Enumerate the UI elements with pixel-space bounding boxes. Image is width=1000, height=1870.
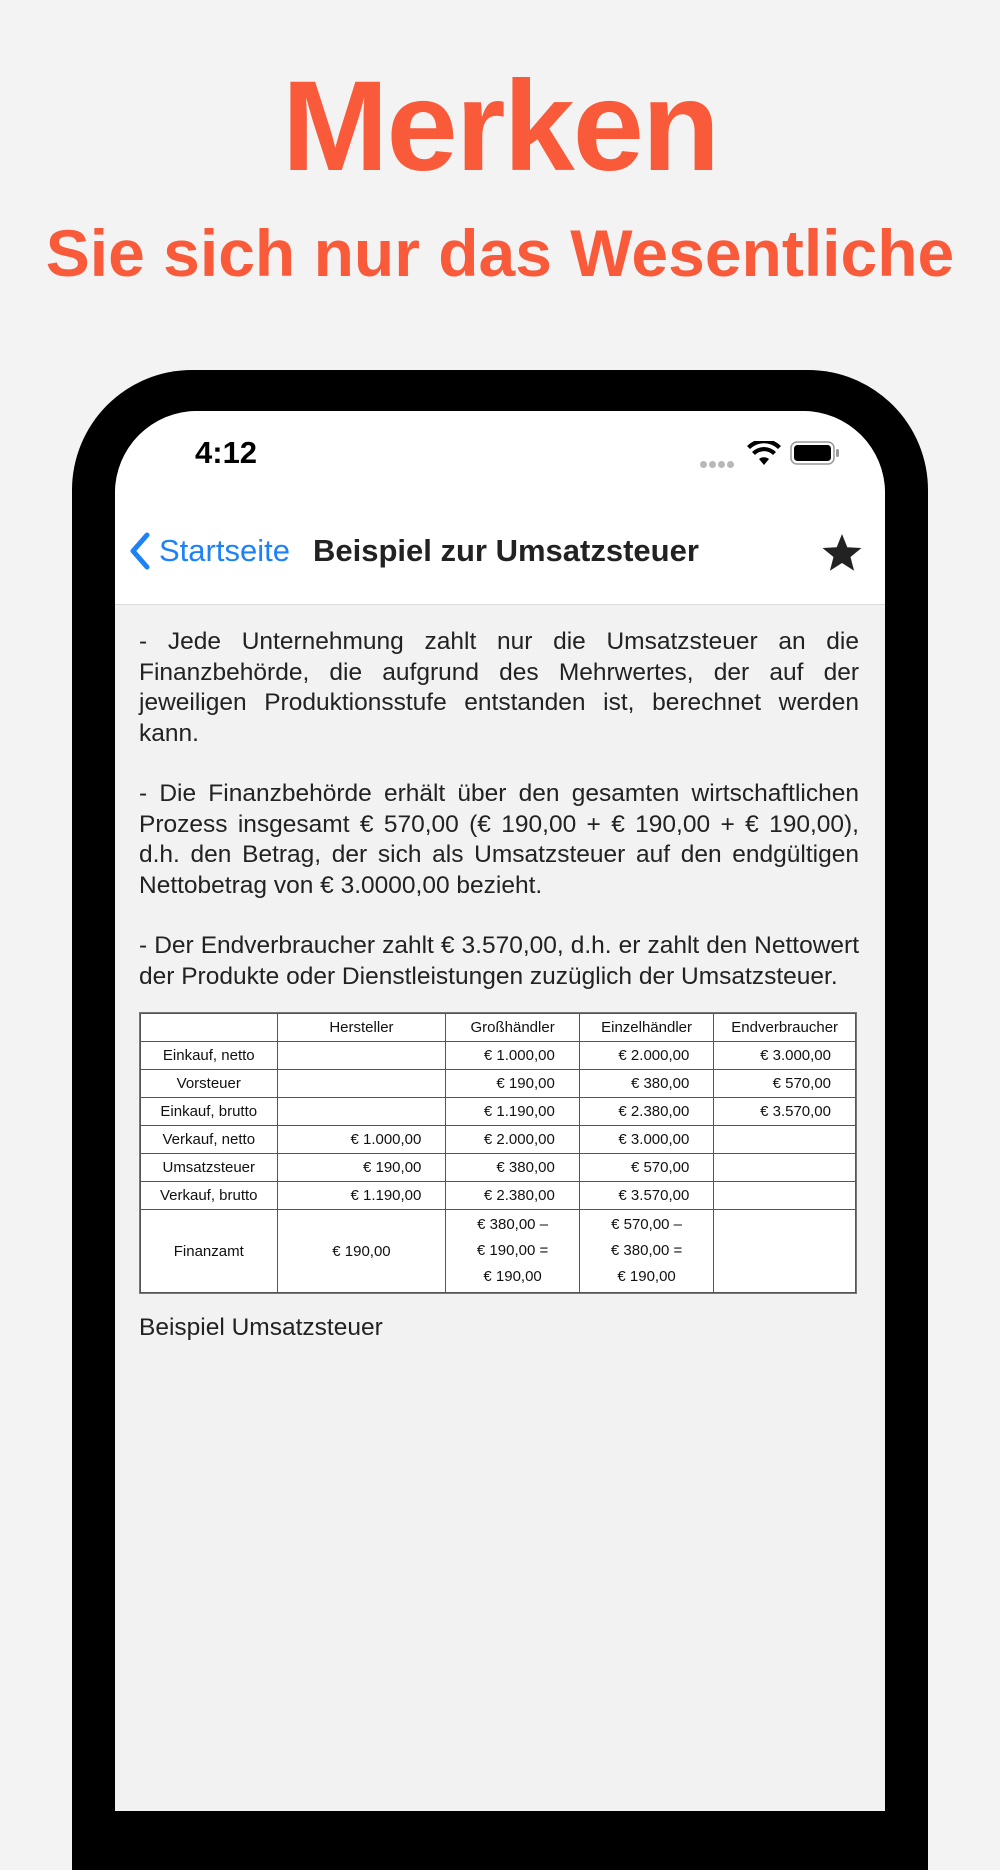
table-cell: € 2.380,00 bbox=[446, 1182, 579, 1210]
wifi-icon bbox=[747, 441, 781, 467]
table-cell: € 3.000,00 bbox=[714, 1042, 856, 1070]
table-row bbox=[141, 1042, 856, 1070]
article-content bbox=[139, 605, 859, 1342]
table-row-label: Finanzamt bbox=[141, 1210, 278, 1293]
table-cell: € 570,00 bbox=[714, 1070, 856, 1098]
table-header bbox=[141, 1014, 278, 1042]
hero-subtitle: Sie sich nur das Wesentliche bbox=[45, 216, 955, 290]
table-cell-line: € 190,00 bbox=[617, 1268, 676, 1285]
table-cell-line: € 190,00 bbox=[483, 1268, 542, 1285]
status-bar bbox=[115, 411, 885, 501]
table-cell: € 380,00 bbox=[579, 1070, 714, 1098]
table-cell bbox=[714, 1182, 856, 1210]
table-row bbox=[141, 1154, 856, 1182]
table-cell bbox=[714, 1210, 856, 1293]
paragraph-1: - Jede Unternehmung zahlt nur die Umsatzsteuer an die Finanzbehörde, die aufgrund des Mehrwertes, der auf der jeweiligen Produktionsstufe entstanden ist, berechnet werden kann. bbox=[139, 628, 859, 747]
table-row-label: Verkauf, netto bbox=[141, 1126, 278, 1154]
back-button-label: Startseite bbox=[159, 533, 290, 568]
table-cell bbox=[446, 1210, 579, 1293]
table-cell: € 3.570,00 bbox=[579, 1182, 714, 1210]
table-row bbox=[141, 1182, 856, 1210]
table-row-finanzamt bbox=[141, 1210, 856, 1293]
table-row bbox=[141, 1098, 856, 1126]
table-cell: € 1.000,00 bbox=[446, 1042, 579, 1070]
paragraph-2: - Die Finanzbehörde erhält über den gesamten wirtschaftlichen Prozess insgesamt € 570,00 (€ 190,00 + € 190,00 + € 190,00), d.h. den Betrag, der sich als Umsatzsteuer auf den endgültigen Nettobetrag von € 3.0000,00 bezieht. bbox=[139, 780, 859, 899]
table-cell bbox=[277, 1098, 446, 1126]
table-row-label: Einkauf, brutto bbox=[141, 1098, 278, 1126]
table-cell bbox=[277, 1042, 446, 1070]
table-cell bbox=[714, 1154, 856, 1182]
table-cell: € 2.380,00 bbox=[579, 1098, 714, 1126]
back-button[interactable] bbox=[125, 521, 290, 581]
table-header: Großhändler bbox=[446, 1014, 579, 1042]
table-cell-line: € 190,00 = bbox=[476, 1242, 549, 1259]
table-cell: € 570,00 bbox=[579, 1154, 714, 1182]
table-cell-line: € 380,00 = bbox=[610, 1242, 683, 1259]
tax-example-table bbox=[139, 1012, 857, 1294]
battery-icon bbox=[790, 441, 840, 465]
table-header: Hersteller bbox=[277, 1014, 446, 1042]
table-cell: € 190,00 bbox=[446, 1070, 579, 1098]
table-row-label: Einkauf, netto bbox=[141, 1042, 278, 1070]
table-cell: € 3.000,00 bbox=[579, 1126, 714, 1154]
table-cell: € 1.190,00 bbox=[446, 1098, 579, 1126]
table-row-label: Verkauf, brutto bbox=[141, 1182, 278, 1210]
table-cell: € 190,00 bbox=[277, 1210, 446, 1293]
phone-screen bbox=[115, 411, 885, 1811]
table-cell bbox=[579, 1210, 714, 1293]
table-cell: € 2.000,00 bbox=[579, 1042, 714, 1070]
page-title: Beispiel zur Umsatzsteuer bbox=[313, 533, 699, 568]
table-cell-line: € 380,00 – bbox=[477, 1216, 549, 1233]
table-cell: € 2.000,00 bbox=[446, 1126, 579, 1154]
table-row-label: Vorsteuer bbox=[141, 1070, 278, 1098]
table-cell bbox=[277, 1070, 446, 1098]
table-cell-line: € 570,00 – bbox=[611, 1216, 683, 1233]
hero-title: Merken bbox=[281, 55, 719, 198]
table-row bbox=[141, 1070, 856, 1098]
table-caption: Beispiel Umsatzsteuer bbox=[139, 1314, 383, 1341]
chevron-left-icon bbox=[125, 529, 155, 573]
table-cell: € 1.190,00 bbox=[277, 1182, 446, 1210]
table-header: Einzelhändler bbox=[579, 1014, 714, 1042]
table-row-label: Umsatzsteuer bbox=[141, 1154, 278, 1182]
table-cell: € 1.000,00 bbox=[277, 1126, 446, 1154]
table-header-row bbox=[141, 1014, 856, 1042]
table-row bbox=[141, 1126, 856, 1154]
cellular-signal-icon bbox=[700, 455, 740, 465]
star-icon[interactable] bbox=[820, 531, 864, 575]
table-cell: € 3.570,00 bbox=[714, 1098, 856, 1126]
status-time: 4:12 bbox=[195, 435, 258, 470]
hero-banner bbox=[0, 0, 1000, 360]
table-cell: € 190,00 bbox=[277, 1154, 446, 1182]
table-header: Endverbraucher bbox=[714, 1014, 856, 1042]
table-cell: € 380,00 bbox=[446, 1154, 579, 1182]
navigation-bar bbox=[115, 501, 885, 605]
table-cell bbox=[714, 1126, 856, 1154]
paragraph-3: - Der Endverbraucher zahlt € 3.570,00, d.h. er zahlt den Nettowert der Produkte oder Dienstleistungen zuzüglich der Umsatzsteuer. bbox=[139, 932, 859, 990]
